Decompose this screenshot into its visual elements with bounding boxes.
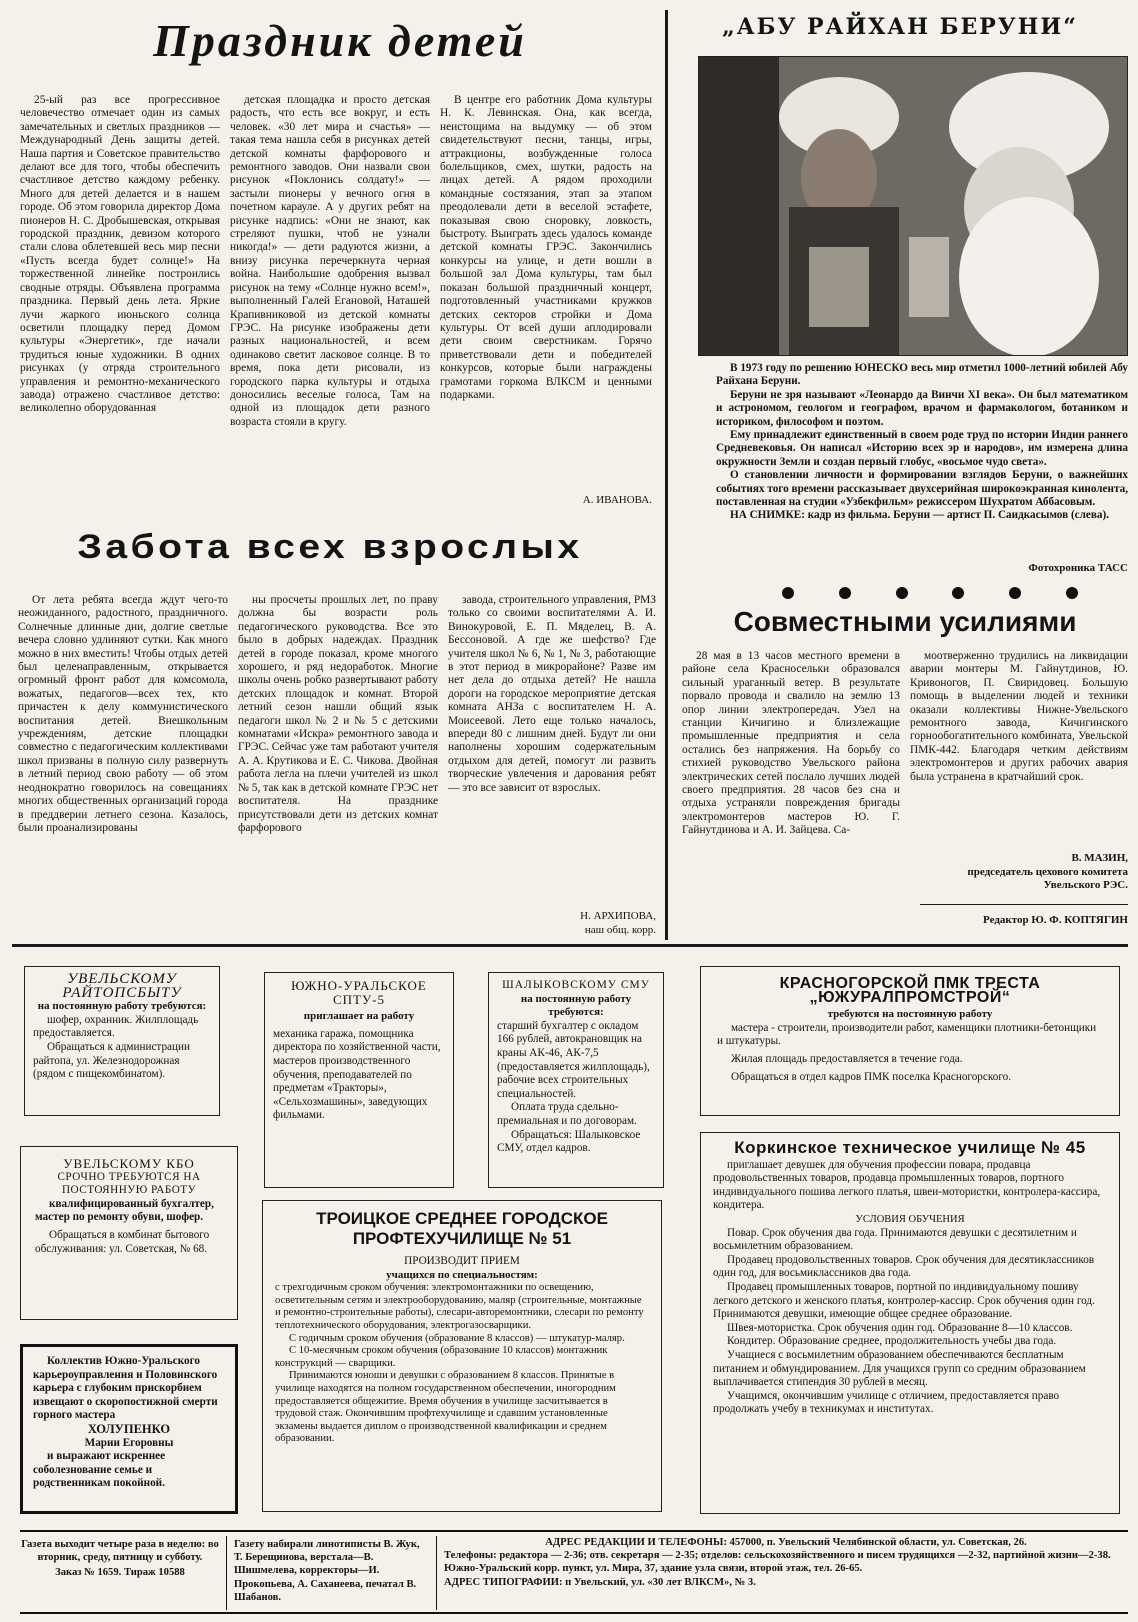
adults-title: Забота всех взрослых [77, 528, 583, 566]
mourning-notice [20, 1344, 238, 1514]
footer-divider-2 [436, 1536, 437, 1610]
film-still-illustration [699, 57, 1128, 356]
ad-smu-body: старший бухгалтер с окладом 166 рублей, автокрановщик на краны АК-46, АК-7,5 (предоставляется жилплощадь), рабочие всех строительных специальностей. [497, 1019, 650, 1100]
ad-kbo-sub: СРОЧНО ТРЕБУЮТСЯ НА ПОСТОЯННУЮ РАБОТУ [57, 1170, 201, 1197]
holiday-signature: А. ИВАНОВА. [582, 494, 652, 506]
caption-paragraph: Беруни не зря называют «Леонардо да Винчи XI века». Он был математиком и астрономом, геологом и географом, врачом и фармакологом, ботаником и историком, философом и поэтом. [716, 388, 1128, 428]
ad-kbo-title: УВЕЛЬСКОМУ КБО [63, 1156, 195, 1171]
ad-korkino [700, 1132, 1120, 1514]
ad-smu-contact: Обращаться: Шалыковское СМУ, отдел кадров. [497, 1128, 641, 1155]
mourning-condolence: и выражают искреннее соболезнование семье и родственникам покойной. [33, 1450, 166, 1490]
dot [1009, 587, 1021, 599]
mourning-name: ХОЛУПЕНКО [87, 1421, 171, 1436]
dot [1066, 587, 1078, 599]
footer-address: АДРЕС РЕДАКЦИИ И ТЕЛЕФОНЫ: 457000, п. Увельский Челябинской области, ул. Советская, 26. [545, 1537, 1027, 1548]
mourning-text: Коллектив Южно-Уральского карьероуправления и Половинского карьера с глубоким прискорбием извещают о скоропостижной смерти горного мастера [33, 1355, 218, 1422]
footer-divider-1 [226, 1536, 227, 1610]
ad-pmk-contact: Обращаться в отдел кадров ПМК поселка Красногорского. [731, 1070, 1012, 1083]
ad-korkino-item: Учащиеся с восьмилетним образованием обеспечиваются бесплатным питанием и обмундированием. Для учащихся групп со средним образованием выплачивается стипендия 30 рублей в месяц. [713, 1348, 1086, 1389]
film-still-photo [698, 56, 1128, 356]
holiday-column-2: детская площадка и просто детская радость, что есть все вокруг, и есть человек. «30 лет мира и счастья» — такая тема нашла себя в рисунках детей детской комнаты фарфорового и ремонтного заводов. Они назвали свои рисунок «Поклонись солдату!» — застыли пионеры у вечного огня в почетном карауле. А у других ребят на рисунке надпись: «Они не знают, как стреляют пушки, чтоб не узнали никогда!» — дети радуются жизни, а внизу рисунка перечеркнута черная война. Наибольшие одобрения вызвал рисунок на тему «Солнце нужно всем!», выполненный Галей Егановой, Наташей Крапивниковой из детской комнаты ГРЭС. На рисунке изображены дети разных национальностей, и всем одинаково светит ласковое солнце. В то время, пока дети рисовали, из городского парка культуры и отдыха доносились веселые голоса, Там на одной из площадок дети разного возраста стояли в кругу. [230, 94, 430, 428]
ad-raitop [24, 966, 220, 1116]
ad-smu [488, 972, 664, 1188]
ad-korkino-conditions: УСЛОВИЯ ОБУЧЕНИЯ [855, 1213, 965, 1225]
adults-column-1: От лета ребята всегда ждут чего-то неожиданного, радостного, праздничного. Солнечные длинные дни, долгие светлые вечера словно удлиняют сутки. Как много можно в них вместить! Чтобы отдых детей был целенаправленным, открывается огромный фронт работ для комсомола, вожатых, педагогов—всех тех, кто причастен к делу коммунистического воспитания детей. Внешкольным учреждениям, детские площадки совместно с педагогическим коллективами школ призваны в полную силу развернуть в летний период свою работу — об этом неоднократно говорилось на совещаниях многих общественных организаций города в преддверии летнего сезона. Казалось, были проанализированы [18, 594, 228, 834]
caption-paragraph: НА СНИМКЕ: кадр из фильма. Беруни — артист П. Саидкасымов (слева). [730, 509, 1110, 522]
ad-pmk-body: мастера - строители, производители работ, каменщики плотники-бетонщики и штукатуры. [717, 1021, 1097, 1048]
ad-troitsk [262, 1200, 662, 1512]
adults-signature-role: наш общ. корр. [584, 924, 656, 936]
footer-address-block [444, 1536, 1128, 1612]
ad-korkino-item: Кондитер. Образование среднее, продолжительность учебы два года. [727, 1335, 1057, 1348]
footer-print: АДРЕС ТИПОГРАФИИ: п Увельский, ул. «30 лет ВЛКСМ», № 3. [444, 1576, 756, 1588]
joint-column-2: моотверженно трудились на ликвидации аварии монтеры М. Гайнутдинов, Ю. Кривоногов, П. Свиридовец. Большую помощь в выделении людей и техники оказали коллективы Нижне-Увельского ремонтного завода, Кичигинского горнообогатительного комбината, Увельской ПМК-442. Благодаря четким действиям электромонтеров и других рабочих авария была устранена в кратчайший срок. [910, 650, 1128, 783]
joint-signature-name: В. МАЗИН, [1071, 852, 1128, 864]
ad-raitop-contact: Обращаться к администрации райтопа, ул. Железнодорожная (рядом с пищекомбинатом). [33, 1040, 190, 1081]
ad-korkino-item: Швея-мотористка. Срок обучения один год. Образование 8—10 классов. [727, 1321, 1073, 1334]
holiday-title: Праздник детей [153, 15, 527, 66]
ad-korkino-item: Повар. Срок обучения два года. Принимаются девушки с десятилетним и восьмилетним образованием. [713, 1226, 1077, 1253]
ad-raitop-body: шофер, охранник. Жилплощадь предоставляется. [33, 1013, 199, 1040]
column-divider [665, 10, 668, 940]
ad-korkino-item: Продавец промышленных товаров, портной по индивидуальному пошиву легкого детского и женского платья, контролер-кассир. Срок обучения один год. Принимаются девушки, имеющие общее среднее образование. [713, 1280, 1095, 1321]
adults-column-3: завода, строительного управления, РМЗ только со своими воспитателями А. И. Винокуровой, Е. П. Мяделец, В. А. Бессоновой. А где же шефство? Где учителя школ № 6, № 1, № 3, работающие в этот период в микрорайоне? Разве им нет дела до отдыха детей? Не нашла дороги на городское мероприятие детская комната АНЗа с воспитателем Н. А. Моисеевой. Лето еще только началось, впереди 80 с лишним дней. Будут ли они наполнены хорошим содержательным отдыхом для детей, помогут ли развить творческие увлечения и дарования ребят — это все зависит от взрослых. [448, 594, 656, 794]
caption-paragraph: Ему принадлежит единственный в своем роде труд по истории Индии раннего Средневековья. Он написал «Историю всех эр и народов», им измерена длина окружности Земли и создан первый глобус, «восьмое чудо света». [716, 429, 1128, 468]
ad-pmk [700, 966, 1120, 1116]
adults-signature-name: Н. АРХИПОВА, [580, 910, 656, 922]
ad-troitsk-sub-2: учащихся по специальностям: [386, 1268, 538, 1281]
photo-credit: Фотохроника ТАСС [1028, 562, 1128, 574]
ad-smu-title: ШАЛЫКОВСКОМУ СМУ [502, 979, 650, 991]
footer-typesetters: Газету набирали линотиписты В. Жук, Т. Берещинова, верстала—В. Шишмелева, корректоры—И. Прокопьева, А. Саханеева, печатал В. Шабанов. [234, 1539, 420, 1603]
joint-title: Совместными усилиями [733, 606, 1077, 637]
ad-korkino-item: Учащимся, окончившим училище с отличием, предоставляется право продолжать учебу в техникумах и институтах. [713, 1389, 1060, 1416]
ad-troitsk-p2: С годичным сроком обучения (образование 8 классов) — штукатур-маляр. [289, 1332, 625, 1344]
ad-kbo-contact: Обращаться в комбинат бытового обслуживания: ул. Советская, № 68. [35, 1228, 210, 1255]
ad-korkino-intro: приглашает девушек для обучения профессии повара, продавца продовольственных товаров, продавца промышленных товаров, портного индивидуального пошива легкого платья, швеи-мотористки, контролера-кассира, кондитера. [713, 1158, 1101, 1212]
holiday-column-1: 25-ый раз все прогрессивное человечество отмечает один из самых замечательных и светлых праздников — Международный День защиты детей. Наша партия и Советское правительство делают все для того, чтобы обеспечить счастливое детство каждому ребенку. Много для детей делается и в нашем городе. Об этом говорила директор Дома пионеров Н. С. Дробышевская, открывая городской праздник, девизом которого стали слова облетевшей весь мир песни «Пусть всегда будет солнце!» На торжественной линейке построились сводные отряды. Объявлена программа праздника. Первый день лета. Яркие лучи жаркого июньского солнца осветили площадку перед Домом культуры «Энергетик», где начали трудиться юные художники. В одних рисунках (у отряда строительного управления и ремонтно-механического завода) отражено счастливое детство: великолепно оборудованная [20, 94, 220, 415]
ad-troitsk-sub: ПРОИЗВОДИТ ПРИЕМ [404, 1255, 520, 1267]
ad-pmk-title: КРАСНОГОРСКОЙ ПМК ТРЕСТА [779, 975, 1041, 992]
mourning-given: Марии Егоровны [84, 1436, 174, 1449]
dot [782, 587, 794, 599]
ads-top-rule [12, 944, 1128, 947]
joint-signature-role: председатель цехового комитета Увельского РЭС. [967, 866, 1128, 891]
footer-order: Заказ № 1659. Тираж 10588 [55, 1567, 185, 1579]
ad-pmk-sub: требуются на постоянную работу [827, 1008, 993, 1021]
ad-smu-pay: Оплата труда сдельно-премиальная и по договорам. [497, 1101, 637, 1127]
beruni-caption [716, 362, 1128, 558]
beruni-title: „АБУ РАЙХАН БЕРУНИ“ [722, 14, 1078, 40]
caption-paragraph: В 1973 году по решению ЮНЕСКО весь мир отметил 1000-летний юбилей Абу Райхана Беруни. [716, 362, 1128, 388]
ad-pmk-title-2: „ЮЖУРАЛПРОМСТРОЙ“ [809, 988, 1011, 1006]
caption-paragraph: О становлении личности и формировании взглядов Беруни, о важнейших событиях того времени рассказывает двухсерийная широкоэкранная кинолента, поставленная на студии «Узбекфильм» режиссером Шухратом Аббасовым. [716, 469, 1128, 509]
ad-smu-sub: на постоянную работу требуются: [520, 992, 632, 1019]
editor-rule [920, 904, 1128, 905]
footer [20, 1530, 1128, 1614]
adults-column-2: ны просчеты прошлых лет, по праву должна бы возрасти роль педагогического руководства. Все это было в добрых надеждах. Праздник детей в городе показал, кроме многого хорошего, и ряд недоработок. Многие школы очень робко развертывают работу детских площадок и комнат. Второй летний сезон нашли общий язык педагоги школ № 2 и № 5 с детскими комнатами «Искра» ремонтного завода и ГРЭС. Сейчас уже там работают учителя А. А. Крутикова и Е. С. Чикова. Двойная работа легла на плечи учителей из школ № 5, так как в детской комнате ГРЭС нет воспитателя. На празднике присутствовали дети из детских комнат фарфорового [238, 594, 438, 834]
dot [896, 587, 908, 599]
ad-troitsk-p3: С 10-месячным сроком обучения (образование 10 классов) монтажник конструкций — сварщики. [275, 1345, 608, 1369]
ad-sptu-title: ЮЖНО-УРАЛЬСКОЕ СПТУ-5 [291, 978, 427, 1007]
footer-schedule-block [20, 1538, 220, 1612]
ad-korkino-item: Продавец продовольственных товаров. Срок обучения для десятиклассников один год, для восьмиклассников два года. [713, 1253, 1095, 1280]
holiday-column-3: В центре его работник Дома культуры Н. К. Левинская. Она, как всегда, неистощима на выдумку — об этом свидетельствуют песни, танцы, игры, аттракционы, возбужденные голоса болельщиков, смех, шутки, радость на лицах детей. А рядом проходили командные состязания, этап за этапом преодолевали дети в веселой эстафете, показывая свою сноровку, ловкость, быстроту. Выиграть здесь удалось команде детской комнаты ГРЭС. Закончились конкурсы на улице, и дети вошли в большой зал Дома культуры, там был показан большой праздничный концерт, подготовленный участниками кружков детских секторов стройки и Дома культуры. От всей души аплодировали дети своим сверстникам. Горячо приветствовали дети и победителей конкурсов, которые были награждены грамотами горкома ВЛКСМ и ценными подарками. [440, 94, 652, 401]
ad-pmk-housing: Жилая площадь предоставляется в течение года. [731, 1052, 963, 1065]
ad-korkino-title: Коркинское техническое училище № 45 [734, 1138, 1086, 1157]
joint-column-1: 28 мая в 13 часов местного времени в районе села Красносельки образовался сильный ураганный ветер. В результате порвало провода и свалило на землю 13 опор линии электропередач. Узел на станции Кичигино и близлежащие промышленные предприятия и села остались без напряжения. На борьбу со стихией руководство Увельского района электрических сетей послало лучших людей своего предприятия. 28 часов без сна и отдыха устраняли повреждения бригады электромонтеров мастеров Ю. Г. Гайнутдинова и А. И. Зайцева. Са- [682, 650, 900, 837]
ad-troitsk-p4: Принимаются юноши и девушки с образованием 8 классов. Принятые в училище находятся на полном государственном обеспечении, иногородним предоставляется общежитие. Время обучения в училище засчитывается в трудовой стаж. Окончившим профтехучилище и сдавшим установленные экзамены выдается диплом о производственной квалификации и среднем образовании. [275, 1370, 616, 1445]
dot [952, 587, 964, 599]
editor-line: Редактор Ю. Ф. КОПТЯГИН [983, 914, 1128, 926]
ad-sptu [264, 972, 454, 1188]
ad-troitsk-p1: с трехгодичным сроком обучения: электромонтажники по освещению, осветительным сетям и электрооборудованию, маляр (строительные, монтажные и ремонтно-строительные работы), слесари-авторемонтники, слесари по ремонту теплотехнического оборудования, электрогазосварщики. [275, 1282, 644, 1331]
ad-sptu-sub: приглашает на работу [303, 1010, 415, 1023]
ad-raitop-title: УВЕЛЬСКОМУ РАЙТОПСБЫТУ [62, 971, 182, 1001]
ad-kbo-body: квалифицированный бухгалтер, мастер по ремонту обуви, шофер. [35, 1197, 214, 1224]
ad-troitsk-title: ТРОИЦКОЕ СРЕДНЕЕ ГОРОДСКОЕ ПРОФТЕХУЧИЛИЩЕ № 51 [316, 1209, 608, 1248]
footer-schedule: Газета выходит четыре раза в неделю: во вторник, среду, пятницу и субботу. [21, 1539, 219, 1564]
footer-phones: Телефоны: редактора — 2-36; отв. секретаря — 2-35; отделов: сельскохозяйственного и писем трудящихся —2-32, партийной жизни—2-38. Южно-Уральский корр. пункт, ул. Мира, 37, здание узла связи, второй этаж, тел. 26-65. [444, 1550, 1111, 1575]
ad-kbo [20, 1146, 238, 1320]
ad-sptu-body: механика гаража, помощника директора по хозяйственной части, мастеров производственного обучения, преподавателей по предметам «Тракторы», «Сельхозмашины», заведующих фильмами. [273, 1027, 441, 1122]
separator-dots [760, 584, 1100, 602]
ad-raitop-sub: на постоянную работу требуются: [37, 1000, 207, 1013]
dot [839, 587, 851, 599]
